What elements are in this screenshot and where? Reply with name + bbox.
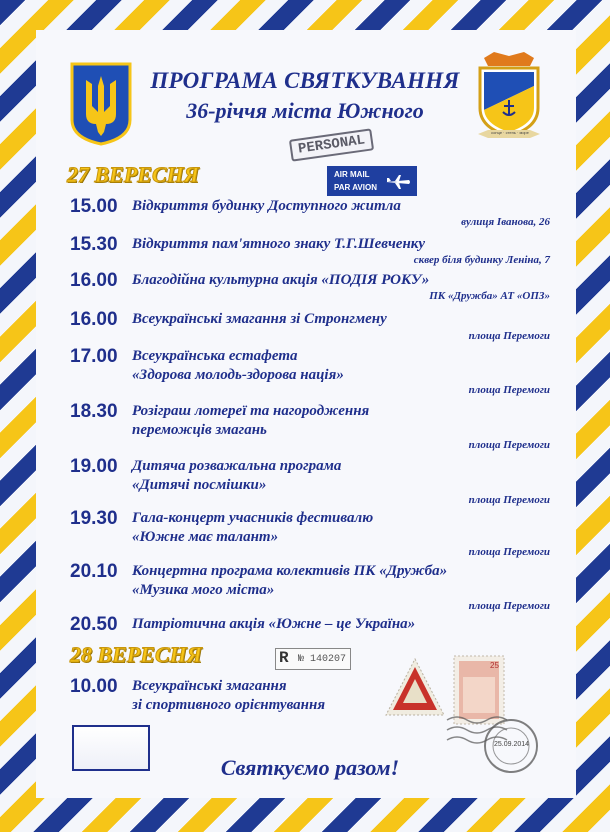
city-coat-of-arms-icon: [474, 50, 544, 142]
coat-of-arms-ribbon-text: сонце · степь · море: [491, 130, 529, 135]
triangle-stamp-icon: [384, 657, 446, 719]
date-heading-sept-27: 27 ВЕРЕСНЯ: [67, 162, 199, 187]
event-location: вулиця Іванова, 26: [461, 216, 550, 228]
date-heading-sept-28: 28 ВЕРЕСНЯ: [70, 642, 202, 667]
event-location: площа Перемоги: [468, 600, 550, 612]
event-time: 19.00: [70, 456, 118, 477]
event-description-line2: «Здорова молодь-здорова нація»: [132, 367, 344, 383]
event-description: Концертна програма колективів ПК «Дружба»: [132, 563, 448, 579]
event-location: площа Перемоги: [468, 546, 550, 558]
event-time: 20.10: [70, 561, 118, 582]
address-window: [72, 725, 150, 771]
event-time: 15.30: [70, 234, 118, 255]
event-location: сквер біля будинку Леніна, 7: [413, 254, 550, 266]
event-time: 16.00: [70, 270, 118, 291]
event-time: 16.00: [70, 309, 118, 330]
event-description: Всеукраїнські змагання: [132, 678, 287, 694]
registered-number: № 140207: [298, 654, 347, 665]
event-location: площа Перемоги: [468, 384, 550, 396]
event-description-line2: «Южне має талант»: [132, 529, 279, 545]
closing-slogan: Святкуємо разом!: [220, 755, 400, 780]
event-time: 19.30: [70, 508, 118, 529]
event-description: Всеукраїнські змагання зі Стронгмену: [132, 311, 387, 327]
event-description-line2: «Дитячі посмішки»: [132, 477, 267, 493]
event-description: Дитяча розважальна програма: [132, 458, 342, 474]
registered-letter-label: [275, 648, 351, 670]
postage-stamp-value: 25: [490, 661, 499, 670]
poster-title: ПРОГРАМА СВЯТКУВАННЯ: [150, 68, 460, 93]
event-location: площа Перемоги: [468, 439, 550, 451]
event-description-line2: «Музика мого міста»: [132, 582, 275, 598]
event-description: Всеукраїнська естафета: [132, 348, 298, 364]
postmark-icon: [445, 700, 545, 780]
registered-mark: R: [279, 649, 289, 667]
event-description-line2: переможців змагань: [132, 422, 267, 438]
event-location: площа Перемоги: [468, 494, 550, 506]
personal-stamp: PERSONAL: [289, 128, 374, 161]
event-description: Гала-концерт учасників фестивалю: [132, 510, 374, 526]
event-description: Розіграш лотереї та нагородження: [132, 403, 370, 419]
event-time: 15.00: [70, 196, 118, 217]
event-time: 17.00: [70, 346, 118, 367]
event-time: 10.00: [70, 676, 118, 697]
postmark-date: 25.09.2014: [494, 741, 530, 748]
event-time: 18.30: [70, 401, 118, 422]
trident-emblem-icon: [70, 62, 132, 146]
event-description: Патріотична акція «Южне – це Україна»: [132, 616, 416, 632]
event-description: Благодійна культурна акція «ПОДІЯ РОКУ»: [132, 272, 430, 288]
airplane-icon: [385, 174, 411, 190]
event-location: площа Перемоги: [468, 330, 550, 342]
event-location: ПК «Дружба» АТ «ОПЗ»: [429, 290, 550, 302]
airmail-label: [327, 166, 417, 196]
event-time: 20.50: [70, 614, 118, 635]
par-avion-text: PAR AVION: [334, 183, 377, 192]
airmail-text: AIR MAIL: [334, 170, 370, 179]
event-description-line2: зі спортивного орієнтування: [132, 697, 326, 713]
poster-subtitle: 36-річчя міста Южного: [186, 98, 424, 123]
event-description: Відкриття пам'ятного знаку Т.Г.Шевченку: [132, 236, 426, 252]
event-description: Відкриття будинку Доступного житла: [132, 198, 401, 214]
